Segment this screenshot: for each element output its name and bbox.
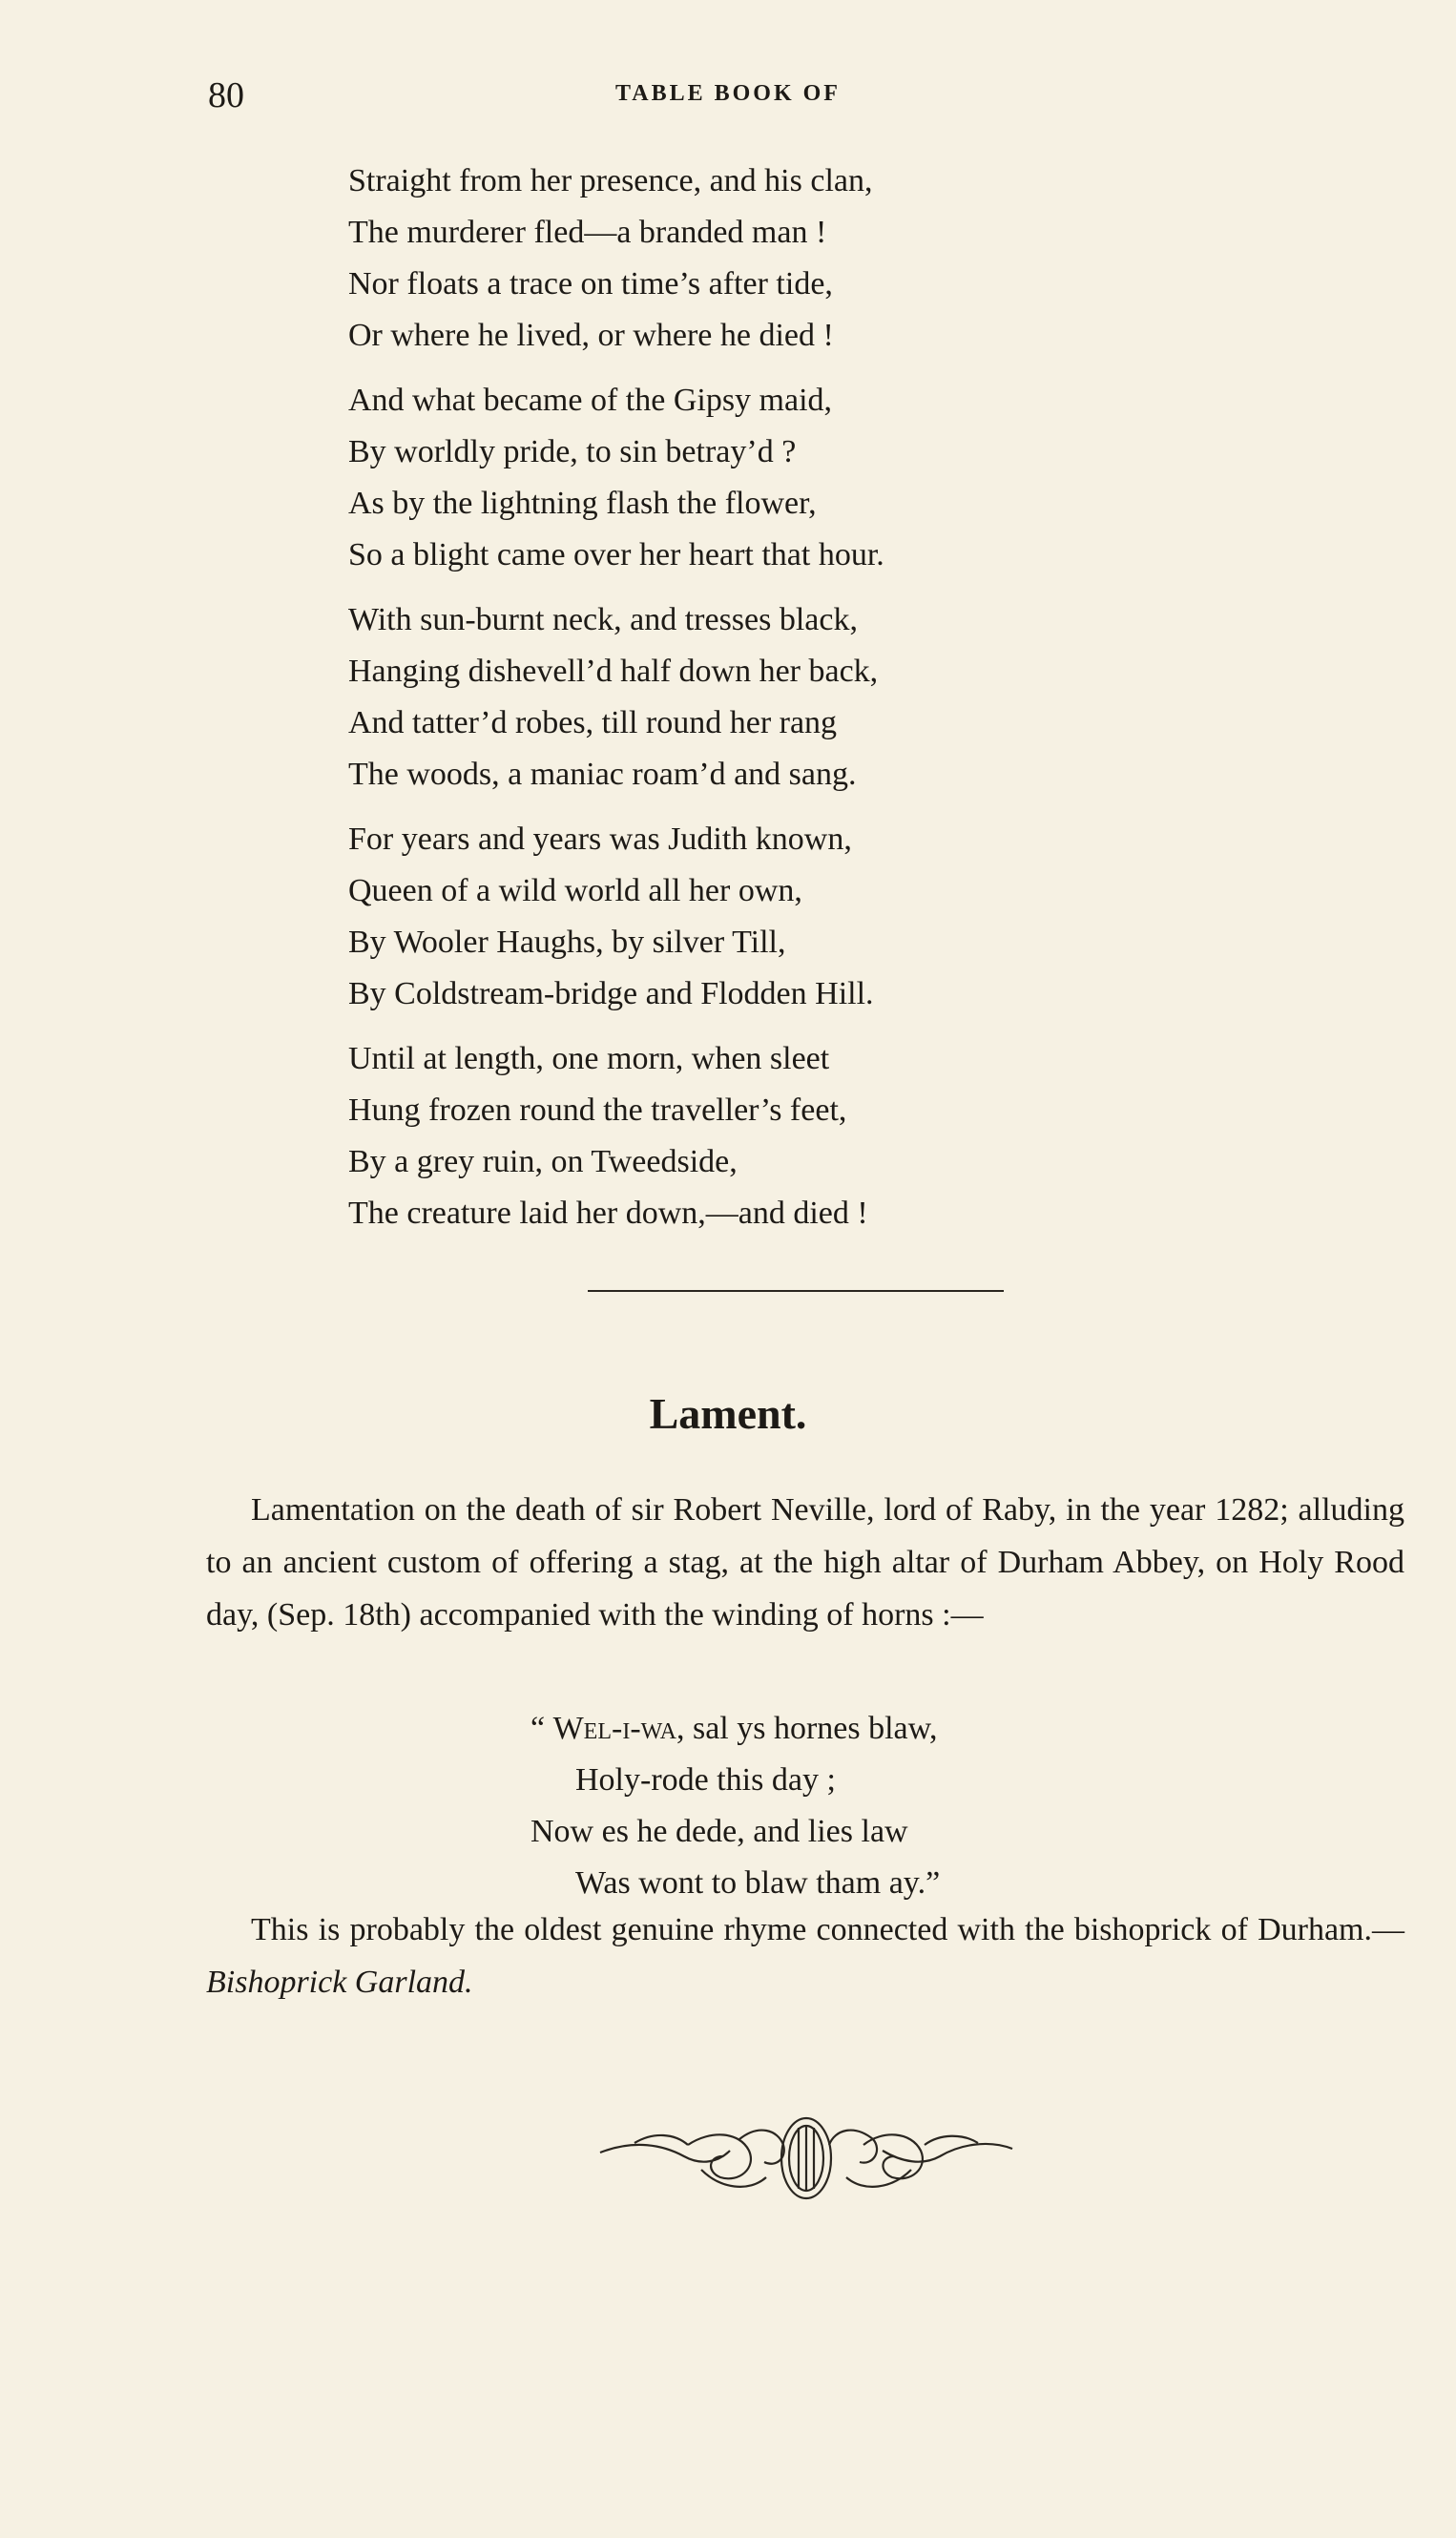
stanza-2: [348, 375, 884, 581]
poem-line: By worldly pride, to sin betray’d ?: [348, 434, 797, 469]
source-citation: Bishoprick Garland.: [206, 1965, 473, 2000]
poem-line: And tatter’d robes, till round her rang: [348, 705, 838, 740]
stanza-3: [348, 594, 884, 801]
poem-line: For years and years was Judith known,: [348, 822, 852, 857]
poem-line: By Wooler Haughs, by silver Till,: [348, 925, 786, 960]
quoted-rhyme: [530, 1703, 940, 1909]
poem-line: Queen of a wild world all her own,: [348, 873, 802, 908]
stanza-1: [348, 156, 884, 362]
poem-line: Straight from her presence, and his clan,: [348, 163, 873, 198]
poem-line: And what became of the Gipsy maid,: [348, 383, 833, 418]
open-quote: “: [530, 1711, 553, 1746]
intro-text: Lamentation on the death of sir Robert Neville, lord of Raby, in the year 1282; alluding to an ancient custom of offering a stag, at the high altar of Durham Abbey, on Holy Rood day, (Sep. 18th) accompanied with the winding of horns :—: [206, 1492, 1404, 1633]
quote-line-1-rest: sal ys hornes blaw,: [684, 1711, 938, 1746]
floral-tailpiece-icon: [596, 2111, 1016, 2206]
poem: [348, 156, 884, 1253]
closing-paragraph: [206, 1904, 1404, 2008]
closing-text: This is probably the oldest genuine rhyme connected with the bishoprick of Durham.—: [251, 1912, 1404, 1947]
stanza-4: [348, 814, 884, 1020]
quote-first-word: Wel-i-wa,: [552, 1711, 685, 1746]
poem-line: Until at length, one morn, when sleet: [348, 1041, 830, 1076]
quote-line-3: Now es he dede, and lies law: [530, 1814, 908, 1849]
poem-line: With sun-burnt neck, and tresses black,: [348, 602, 858, 637]
quote-line-2: Holy-rode this day ;: [575, 1762, 836, 1798]
poem-line: So a blight came over her heart that hour.: [348, 537, 884, 572]
quote-line-4: Was wont to blaw tham ay.”: [575, 1865, 941, 1901]
poem-line: Nor floats a trace on time’s after tide,: [348, 266, 833, 302]
poem-line: Or where he lived, or where he died !: [348, 318, 834, 353]
quote-line-1: [530, 1703, 940, 1755]
section-title: Lament.: [649, 1389, 807, 1438]
stanza-5: [348, 1033, 884, 1239]
poem-line: By a grey ruin, on Tweedside,: [348, 1144, 738, 1179]
intro-paragraph: [206, 1484, 1404, 1641]
poem-line: The creature laid her down,—and died !: [348, 1196, 868, 1231]
poem-line: Hanging dishevell’d half down her back,: [348, 654, 879, 689]
running-title: TABLE BOOK OF: [615, 81, 841, 106]
section-divider: [588, 1290, 1004, 1292]
poem-line: As by the lightning flash the flower,: [348, 486, 817, 521]
poem-line: The woods, a maniac roam’d and sang.: [348, 757, 857, 792]
poem-line: The murderer fled—a branded man !: [348, 215, 827, 250]
poem-line: By Coldstream-bridge and Flodden Hill.: [348, 976, 874, 1011]
poem-line: Hung frozen round the traveller’s feet,: [348, 1092, 847, 1128]
page-number: 80: [208, 75, 244, 115]
